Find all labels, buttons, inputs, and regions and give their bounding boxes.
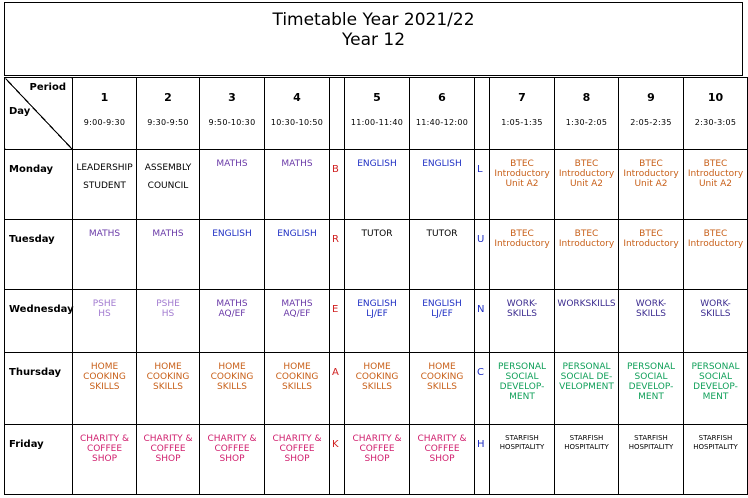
lesson-cell xyxy=(684,425,748,495)
lesson-cell xyxy=(265,425,330,495)
lesson-text: Introductory xyxy=(623,239,679,249)
lesson-text: COUNCIL xyxy=(147,181,189,191)
lesson-text: PSHE xyxy=(156,299,180,309)
lesson-cell xyxy=(73,220,137,290)
lesson-cell xyxy=(684,353,748,425)
period-time: 9:50-10:30 xyxy=(208,118,256,127)
lesson-cell xyxy=(410,425,475,495)
lesson-text: PSHE xyxy=(92,299,117,309)
lesson-text: SKILLS xyxy=(506,309,537,319)
lesson-text: Introductory xyxy=(687,169,744,179)
lunch-column-header xyxy=(475,78,490,150)
period-time: 10:30-10:50 xyxy=(270,118,324,127)
header-row xyxy=(5,78,748,150)
lesson-cell xyxy=(555,425,619,495)
lesson-text: CHARITY & xyxy=(80,434,129,444)
lesson-text: SHOP xyxy=(92,454,117,464)
lesson-cell xyxy=(137,353,200,425)
lesson-cell xyxy=(200,353,265,425)
lesson-cell xyxy=(345,425,410,495)
lesson-text: HOSPITALITY xyxy=(564,443,609,451)
lesson-text: STARFISH xyxy=(505,434,539,442)
lesson-cell xyxy=(137,425,200,495)
lesson-text: HOME xyxy=(283,362,311,372)
lesson-cell xyxy=(265,150,330,220)
lesson-cell xyxy=(73,150,137,220)
lesson-cell xyxy=(137,150,200,220)
lesson-text: WORK- xyxy=(506,299,538,309)
lesson-cell xyxy=(73,290,137,353)
lesson-cell xyxy=(410,290,475,353)
period-time: 1:05-1:35 xyxy=(501,118,543,127)
lesson-text: COOKING xyxy=(210,372,254,382)
lesson-text: SHOP xyxy=(284,454,310,464)
period-number: 10 xyxy=(707,91,724,104)
lesson-text: Introductory xyxy=(558,239,615,249)
lesson-text: HOSPITALITY xyxy=(693,443,738,451)
lesson-cell xyxy=(265,290,330,353)
day-name: Friday xyxy=(5,425,73,495)
lesson-text: AQ/EF xyxy=(283,309,311,319)
lesson-cell xyxy=(345,150,410,220)
day-row xyxy=(5,220,748,290)
lunch-letter: H xyxy=(475,425,490,495)
timetable-title-box xyxy=(4,2,743,76)
period-header xyxy=(200,78,265,150)
lesson-text: Introductory xyxy=(494,169,550,179)
lunch-letter: C xyxy=(475,353,490,425)
day-name: Wednesday xyxy=(5,290,73,353)
lesson-cell xyxy=(490,353,555,425)
page-title: Timetable Year 2021/22 xyxy=(272,10,475,30)
period-header xyxy=(619,78,684,150)
lesson-text: COFFEE xyxy=(424,444,460,454)
lesson-text: ENGLISH xyxy=(357,159,397,169)
lesson-text: SKILLS xyxy=(361,382,392,392)
lesson-cell xyxy=(490,425,555,495)
lunch-letter: L xyxy=(475,150,490,220)
lesson-text: CHARITY & xyxy=(417,434,467,444)
lesson-text: PERSONAL xyxy=(626,362,676,372)
lesson-text: STARFISH xyxy=(569,434,604,442)
lesson-text: HOME xyxy=(428,362,456,372)
period-day-corner xyxy=(5,78,73,150)
lesson-text: BTEC xyxy=(574,159,599,169)
lesson-text: SOCIAL xyxy=(505,372,539,382)
lesson-cell xyxy=(490,150,555,220)
lesson-text: COOKING xyxy=(146,372,190,382)
break-letter: A xyxy=(330,353,345,425)
lesson-text: MENT xyxy=(638,392,664,402)
lesson-text: WORK- xyxy=(700,299,731,309)
period-header xyxy=(490,78,555,150)
lesson-text: Introductory xyxy=(558,169,615,179)
lesson-text: STARFISH xyxy=(698,434,733,442)
lesson-cell xyxy=(345,290,410,353)
lesson-cell xyxy=(137,220,200,290)
lesson-text: ENGLISH xyxy=(357,299,397,309)
day-name: Monday xyxy=(5,150,73,220)
lesson-text: ENGLISH xyxy=(422,159,462,169)
lesson-text: BTEC xyxy=(574,229,599,239)
period-number: 1 xyxy=(100,91,109,104)
lesson-text: BTEC xyxy=(510,159,534,169)
lesson-cell xyxy=(345,220,410,290)
lesson-text: LJ/EF xyxy=(366,309,388,319)
lesson-text: HOME xyxy=(363,362,391,372)
period-header xyxy=(555,78,619,150)
lesson-text: DEVELOP- xyxy=(693,382,738,392)
lesson-cell xyxy=(619,150,684,220)
lesson-cell xyxy=(684,290,748,353)
lesson-text: SHOP xyxy=(429,454,455,464)
lesson-text: HOSPITALITY xyxy=(628,443,674,451)
lesson-text: Unit A2 xyxy=(634,179,668,189)
lesson-text: WORKSKILLS xyxy=(557,299,616,309)
period-time: 11:40-12:00 xyxy=(415,118,469,127)
lesson-text: Unit A2 xyxy=(698,179,733,189)
lesson-text: ENGLISH xyxy=(277,229,317,239)
lesson-text: VELOPMENT xyxy=(559,382,614,392)
lesson-text: TUTOR xyxy=(361,229,393,239)
lesson-text: COFFEE xyxy=(359,444,395,454)
lesson-text: MATHS xyxy=(281,159,313,169)
day-label: Day xyxy=(9,106,31,117)
lesson-text: COFFEE xyxy=(214,444,250,454)
lesson-text: CHARITY & xyxy=(143,434,193,444)
period-time: 2:30-3:05 xyxy=(694,118,737,127)
lesson-cell xyxy=(73,353,137,425)
lesson-cell xyxy=(137,290,200,353)
day-row xyxy=(5,353,748,425)
lunch-letter: U xyxy=(475,220,490,290)
lesson-text: ASSEMBLY xyxy=(144,163,192,173)
period-number: 7 xyxy=(518,91,526,104)
period-number: 3 xyxy=(228,91,236,104)
lesson-text: SOCIAL xyxy=(634,372,668,382)
lesson-text: BTEC xyxy=(703,159,728,169)
lesson-text: SKILLS xyxy=(426,382,457,392)
lesson-text: COFFEE xyxy=(86,444,123,454)
lesson-text: Unit A2 xyxy=(569,179,604,189)
period-number: 2 xyxy=(164,91,172,104)
period-number: 5 xyxy=(373,91,381,104)
period-time: 2:05-2:35 xyxy=(630,118,672,127)
lesson-text: Introductory xyxy=(494,239,550,249)
lesson-cell xyxy=(200,220,265,290)
lesson-cell xyxy=(619,290,684,353)
lesson-text: SKILLS xyxy=(152,382,183,392)
lesson-text: COOKING xyxy=(355,372,399,382)
lesson-text: WORK- xyxy=(635,299,667,309)
lesson-cell xyxy=(410,150,475,220)
period-time: 9:30-9:50 xyxy=(147,118,189,127)
period-time: 1:30-2:05 xyxy=(565,118,608,127)
period-number: 4 xyxy=(293,91,301,104)
lesson-cell xyxy=(490,220,555,290)
break-letter: R xyxy=(330,220,345,290)
lesson-text: Unit A2 xyxy=(505,179,539,189)
lesson-text: CHARITY & xyxy=(207,434,257,444)
period-time: 11:00-11:40 xyxy=(350,118,404,127)
lesson-text: COOKING xyxy=(275,372,319,382)
lesson-text: PERSONAL xyxy=(497,362,547,372)
lesson-text: COFFEE xyxy=(150,444,186,454)
day-name: Thursday xyxy=(5,353,73,425)
day-row xyxy=(5,425,748,495)
lesson-text: SHOP xyxy=(364,454,390,464)
lesson-text: SKILLS xyxy=(216,382,247,392)
period-label: Period xyxy=(29,82,66,93)
period-time: 9:00-9:30 xyxy=(83,118,126,127)
break-column-header xyxy=(330,78,345,150)
lesson-text: HS xyxy=(98,309,111,319)
lesson-text: HOME xyxy=(218,362,246,372)
lesson-text: SKILLS xyxy=(281,382,312,392)
lesson-text: SKILLS xyxy=(635,309,666,319)
lesson-cell xyxy=(619,353,684,425)
break-letter: K xyxy=(330,425,345,495)
timetable-body xyxy=(5,78,748,495)
lesson-cell xyxy=(265,353,330,425)
lesson-text: LJ/EF xyxy=(431,309,453,319)
lesson-text: MENT xyxy=(509,392,535,402)
period-number: 8 xyxy=(582,91,591,104)
lesson-text: STARFISH xyxy=(634,434,668,442)
lesson-text: DEVELOP- xyxy=(628,382,674,392)
lesson-text: TUTOR xyxy=(426,229,458,239)
lesson-text: ENGLISH xyxy=(422,299,462,309)
lesson-text: MENT xyxy=(702,392,729,402)
page-subtitle: Year 12 xyxy=(341,30,406,50)
lunch-letter: N xyxy=(475,290,490,353)
period-header xyxy=(345,78,410,150)
lesson-text: ENGLISH xyxy=(212,229,252,239)
lesson-cell xyxy=(265,220,330,290)
lesson-text: SHOP xyxy=(219,454,245,464)
lesson-text: MATHS xyxy=(216,159,248,169)
lesson-cell xyxy=(490,290,555,353)
period-header xyxy=(410,78,475,150)
lesson-cell xyxy=(73,425,137,495)
lesson-cell xyxy=(555,220,619,290)
lesson-text: AQ/EF xyxy=(218,309,246,319)
lesson-text: HOSPITALITY xyxy=(499,443,545,451)
lesson-text: SOCIAL xyxy=(699,372,732,382)
period-header xyxy=(684,78,748,150)
day-row xyxy=(5,150,748,220)
lesson-text: SHOP xyxy=(155,454,181,464)
period-number: 6 xyxy=(438,91,446,104)
lesson-text: CHARITY & xyxy=(352,434,402,444)
period-header xyxy=(73,78,137,150)
lesson-text: COOKING xyxy=(420,372,464,382)
lesson-cell xyxy=(684,150,748,220)
period-header xyxy=(137,78,200,150)
lesson-text: HS xyxy=(161,309,175,319)
lesson-cell xyxy=(410,220,475,290)
break-letter: B xyxy=(330,150,345,220)
lesson-cell xyxy=(684,220,748,290)
lesson-text: HOME xyxy=(154,362,182,372)
lesson-text: COFFEE xyxy=(279,444,315,454)
lesson-text: DEVELOP- xyxy=(499,382,545,392)
lesson-cell xyxy=(619,425,684,495)
lesson-cell xyxy=(410,353,475,425)
lesson-text: MATHS xyxy=(281,299,313,309)
lesson-cell xyxy=(555,353,619,425)
lesson-text: MATHS xyxy=(216,299,248,309)
day-row xyxy=(5,290,748,353)
period-number: 9 xyxy=(647,91,655,104)
lesson-text: COOKING xyxy=(83,372,126,382)
lesson-cell xyxy=(200,150,265,220)
lesson-text: STUDENT xyxy=(83,181,126,191)
lesson-text: BTEC xyxy=(510,229,534,239)
period-header xyxy=(265,78,330,150)
lesson-text: PERSONAL xyxy=(562,362,611,372)
lesson-cell xyxy=(200,290,265,353)
lesson-cell xyxy=(555,150,619,220)
lesson-text: Introductory xyxy=(623,169,679,179)
lesson-text: Introductory xyxy=(687,239,744,249)
lesson-text: SKILLS xyxy=(89,382,120,392)
lesson-text: HOME xyxy=(90,362,119,372)
lesson-text: BTEC xyxy=(639,159,663,169)
lesson-cell xyxy=(345,353,410,425)
break-letter: E xyxy=(330,290,345,353)
lesson-text: SOCIAL DE- xyxy=(560,372,613,382)
lesson-text: MATHS xyxy=(88,229,121,239)
lesson-text: PERSONAL xyxy=(691,362,740,372)
timetable-grid xyxy=(4,77,748,495)
lesson-cell xyxy=(619,220,684,290)
day-name: Tuesday xyxy=(5,220,73,290)
lesson-text: LEADERSHIP xyxy=(76,163,133,173)
lesson-cell xyxy=(555,290,619,353)
lesson-text: SKILLS xyxy=(700,309,731,319)
lesson-text: BTEC xyxy=(703,229,728,239)
lesson-text: BTEC xyxy=(639,229,663,239)
lesson-text: CHARITY & xyxy=(272,434,322,444)
lesson-text: MATHS xyxy=(152,229,184,239)
lesson-cell xyxy=(200,425,265,495)
